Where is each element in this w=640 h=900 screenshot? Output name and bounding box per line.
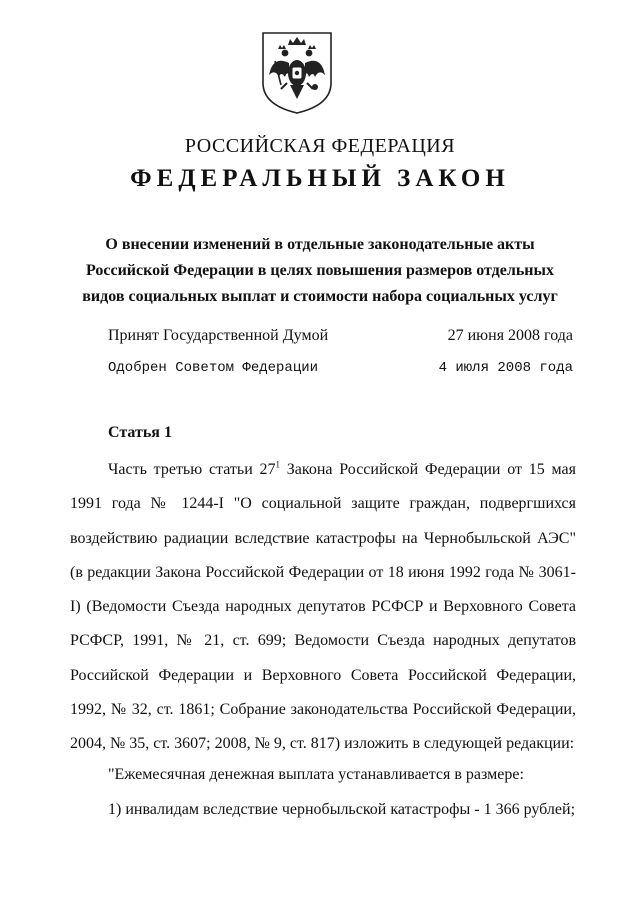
law-subject: О внесении изменений в отдельные законодательные акты Российской Федерации в целях повышения размеров отдельных видов социальных выплат и стоимости набора социальных услуг [82,236,558,305]
country-name: РОССИЙСКАЯ ФЕДЕРАЦИЯ [184,135,456,157]
council-approval-date: 4 июля 2008 года [438,360,573,376]
duma-adoption-row [108,325,573,347]
article-heading: Статья 1 [108,424,172,441]
paragraph-lead: Часть третью статьи 27 [108,461,276,478]
coat-of-arms-icon [261,31,333,115]
duma-adoption-label: Принят Государственной Думой [108,327,329,344]
amendment-item-1: 1) инвалидам вследствие чернобыльской катастрофы - 1 366 рублей; [108,801,576,818]
amendment-quote-intro: "Ежемесячная денежная выплата устанавливается в размере: [108,766,524,783]
law-title: ФЕДЕРАЛЬНЫЙ ЗАКОН [130,165,510,192]
duma-adoption-date: 27 июня 2008 года [447,327,573,344]
council-approval-row [108,357,573,379]
paragraph-body: Закона Российской Федерации от 15 мая 1991 года № 1244-I "О социальной защите граждан, подвергшихся воздействию радиации вследствие катастрофы на Чернобыльской АЭС" (в редакции Закона Российской Федерации от 18 июня 1992 года № 3061-I) (Ведомости Съезда народных депутатов РСФСР и Верховного Совета РСФСР, 1991, № 21, ст. 699; Ведомости Съезда народных депутатов Российской Федерации и Верховного Совета Российской Федерации, 1992, № 32, ст. 1861; Собрание законодательства Российской Федерации, 2004, № 35, ст. 3607; 2008, № 9, ст. 817) изложить в следующей редакции: [70,461,576,753]
council-approval-label: Одобрен Советом Федерации [108,360,319,376]
article-superscript: 1 [275,459,281,470]
article-paragraph [70,453,576,762]
